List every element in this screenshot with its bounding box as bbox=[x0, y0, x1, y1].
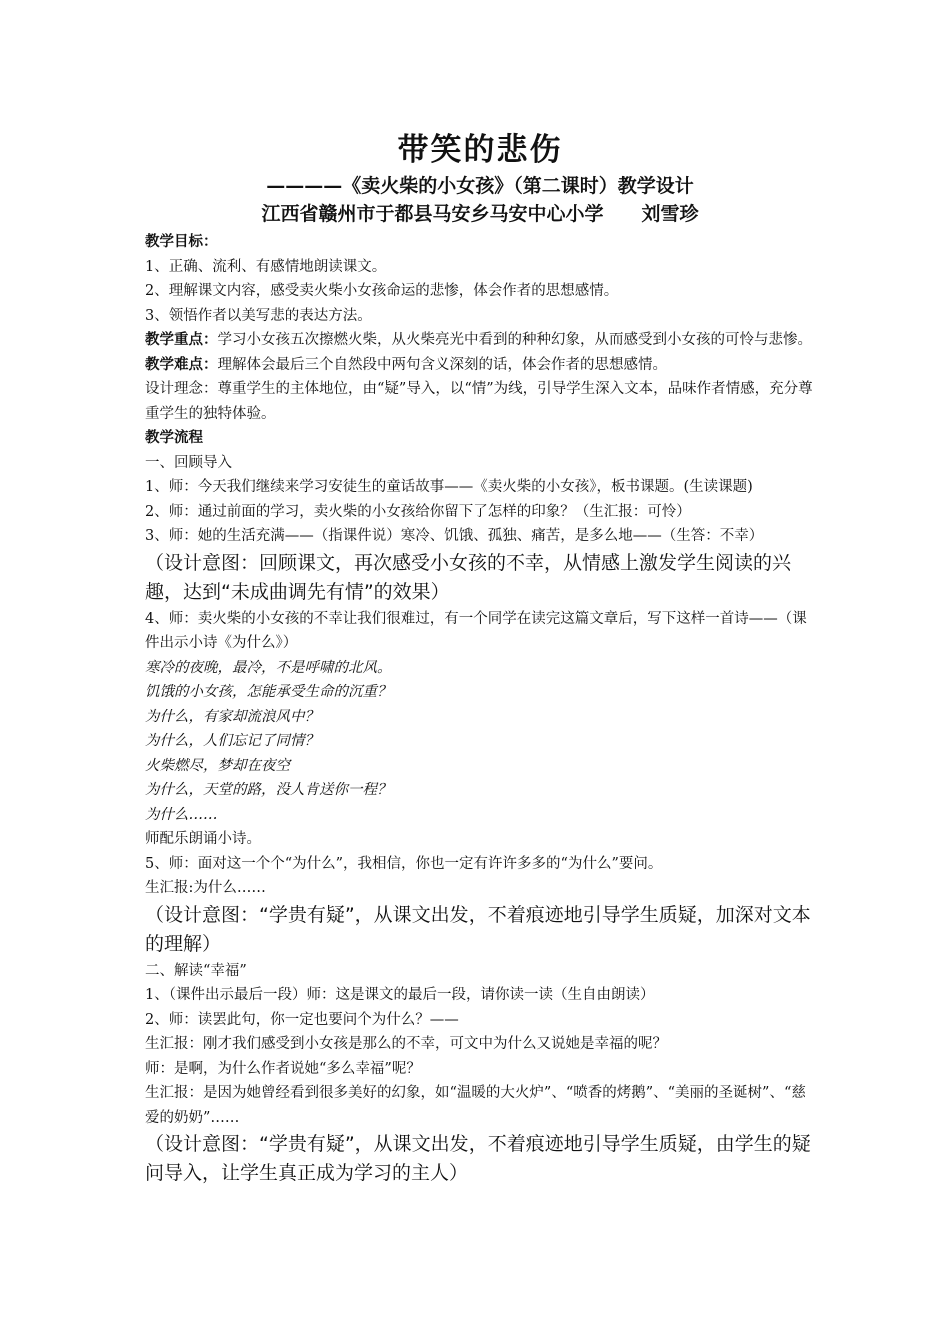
section2-heading: 二、解读“幸福” bbox=[145, 962, 247, 979]
poem-line: 寒冷的夜晚，最冷，不是呼啸的北风。 bbox=[145, 659, 392, 676]
flow-heading: 教学流程 bbox=[145, 429, 203, 446]
objective-item: 2、理解课文内容，感受卖火柴小女孩命运的悲惨，体会作者的思想感情。 bbox=[145, 283, 619, 299]
poem-line: 为什么，天堂的路，没人肯送你一程？ bbox=[145, 782, 392, 798]
poem-line: 火柴燃尽，梦却在夜空 bbox=[145, 757, 290, 774]
body-paragraph: 2、师：读罢此句，你一定也要问个为什么？—— bbox=[145, 1011, 459, 1028]
difficulty-label: 教学难点： bbox=[145, 355, 218, 373]
design-intent: （设计意图：“学贵有疑”，从课文出发，不着痕迹地引导学生质疑，加深对文本的理解） bbox=[145, 903, 811, 955]
design-concept: 设计理念：尊重学生的主体地位，由“疑”导入，以“情”为线，引导学生深入文本，品味作者情感，充分尊重学生的独特体验。 bbox=[145, 381, 813, 422]
objectives-heading: 教学目标： bbox=[145, 233, 218, 250]
key-point-paragraph bbox=[145, 328, 815, 353]
author-line: 江西省赣州市于都县马安乡马安中心小学 刘雪珍 bbox=[261, 203, 699, 225]
key-point-label: 教学重点： bbox=[145, 331, 218, 348]
design-intent: （设计意图：回顾课文，再次感受小女孩的不幸，从情感上激发学生阅读的兴趣，达到“未成曲调先有情”的效果） bbox=[145, 551, 792, 603]
body-paragraph: 生汇报：是因为她曾经看到很多美好的幻象，如“温暖的大火炉”、“喷香的烤鹅”、“美丽的圣诞树”、“慈爱的奶奶”…… bbox=[145, 1085, 806, 1126]
body-paragraph: 师配乐朗诵小诗。 bbox=[145, 831, 261, 847]
body-paragraph: 师：是啊，为什么作者说她“多么幸福”呢？ bbox=[145, 1060, 421, 1077]
body-paragraph: 4、师：卖火柴的小女孩的不幸让我们很难过，有一个同学在读完这篇文章后，写下这样一首诗——（课件出示小诗《为什么》） bbox=[145, 610, 807, 651]
body-paragraph: 生汇报:为什么…… bbox=[145, 880, 266, 896]
poem-line: 为什么…… bbox=[145, 806, 218, 823]
objective-item: 3、领悟作者以美写悲的表达方法。 bbox=[145, 307, 372, 324]
key-point-text: 学习小女孩五次擦燃火柴，从火柴亮光中看到的种种幻象，从而感受到小女孩的可怜与悲惨。 bbox=[217, 332, 812, 348]
poem-line: 为什么，有家却流浪风中？ bbox=[145, 708, 319, 725]
difficulty-paragraph bbox=[145, 353, 815, 378]
subtitle: ————《卖火柴的小女孩》（第二课时）教学设计 bbox=[266, 175, 694, 197]
poem-line: 为什么，人们忘记了同情？ bbox=[145, 733, 319, 749]
design-intent: （设计意图：“学贵有疑”，从课文出发，不着痕迹地引导学生质疑，由学生的疑问导入，让学生真正成为学习的主人） bbox=[145, 1133, 811, 1184]
body-paragraph: 生汇报：刚才我们感受到小女孩是那么的不幸，可文中为什么又说她是幸福的呢？ bbox=[145, 1036, 667, 1052]
poem-line: 饥饿的小女孩，怎能承受生命的沉重？ bbox=[145, 684, 392, 700]
body-paragraph: 1、师：今天我们继续来学习安徒生的童话故事——《卖火柴的小女孩》，板书课题。(生读课题) bbox=[145, 479, 753, 495]
document-page bbox=[145, 128, 815, 1188]
section1-heading: 一、回顾导入 bbox=[145, 454, 232, 471]
body-paragraph: 3、师：她的生活充满——（指课件说）寒冷、饥饿、孤独、痛苦，是多么地——（生答：不幸） bbox=[145, 528, 764, 544]
body-paragraph: 2、师：通过前面的学习，卖火柴的小女孩给你留下了怎样的印象？（生汇报：可怜） bbox=[145, 503, 691, 520]
body-paragraph: 5、师：面对这一个个“为什么”，我相信，你也一定有许许多多的“为什么”要问。 bbox=[145, 855, 663, 872]
objective-item: 1、正确、流利、有感情地朗读课文。 bbox=[145, 258, 387, 275]
body-paragraph: 1、（课件出示最后一段）师：这是课文的最后一段，请你读一读（生自由朗读） bbox=[145, 987, 655, 1003]
difficulty-text: 理解体会最后三个自然段中两句含义深刻的话，体会作者的思想感情。 bbox=[217, 356, 667, 373]
page-title: 带笑的悲伤 bbox=[397, 132, 563, 168]
